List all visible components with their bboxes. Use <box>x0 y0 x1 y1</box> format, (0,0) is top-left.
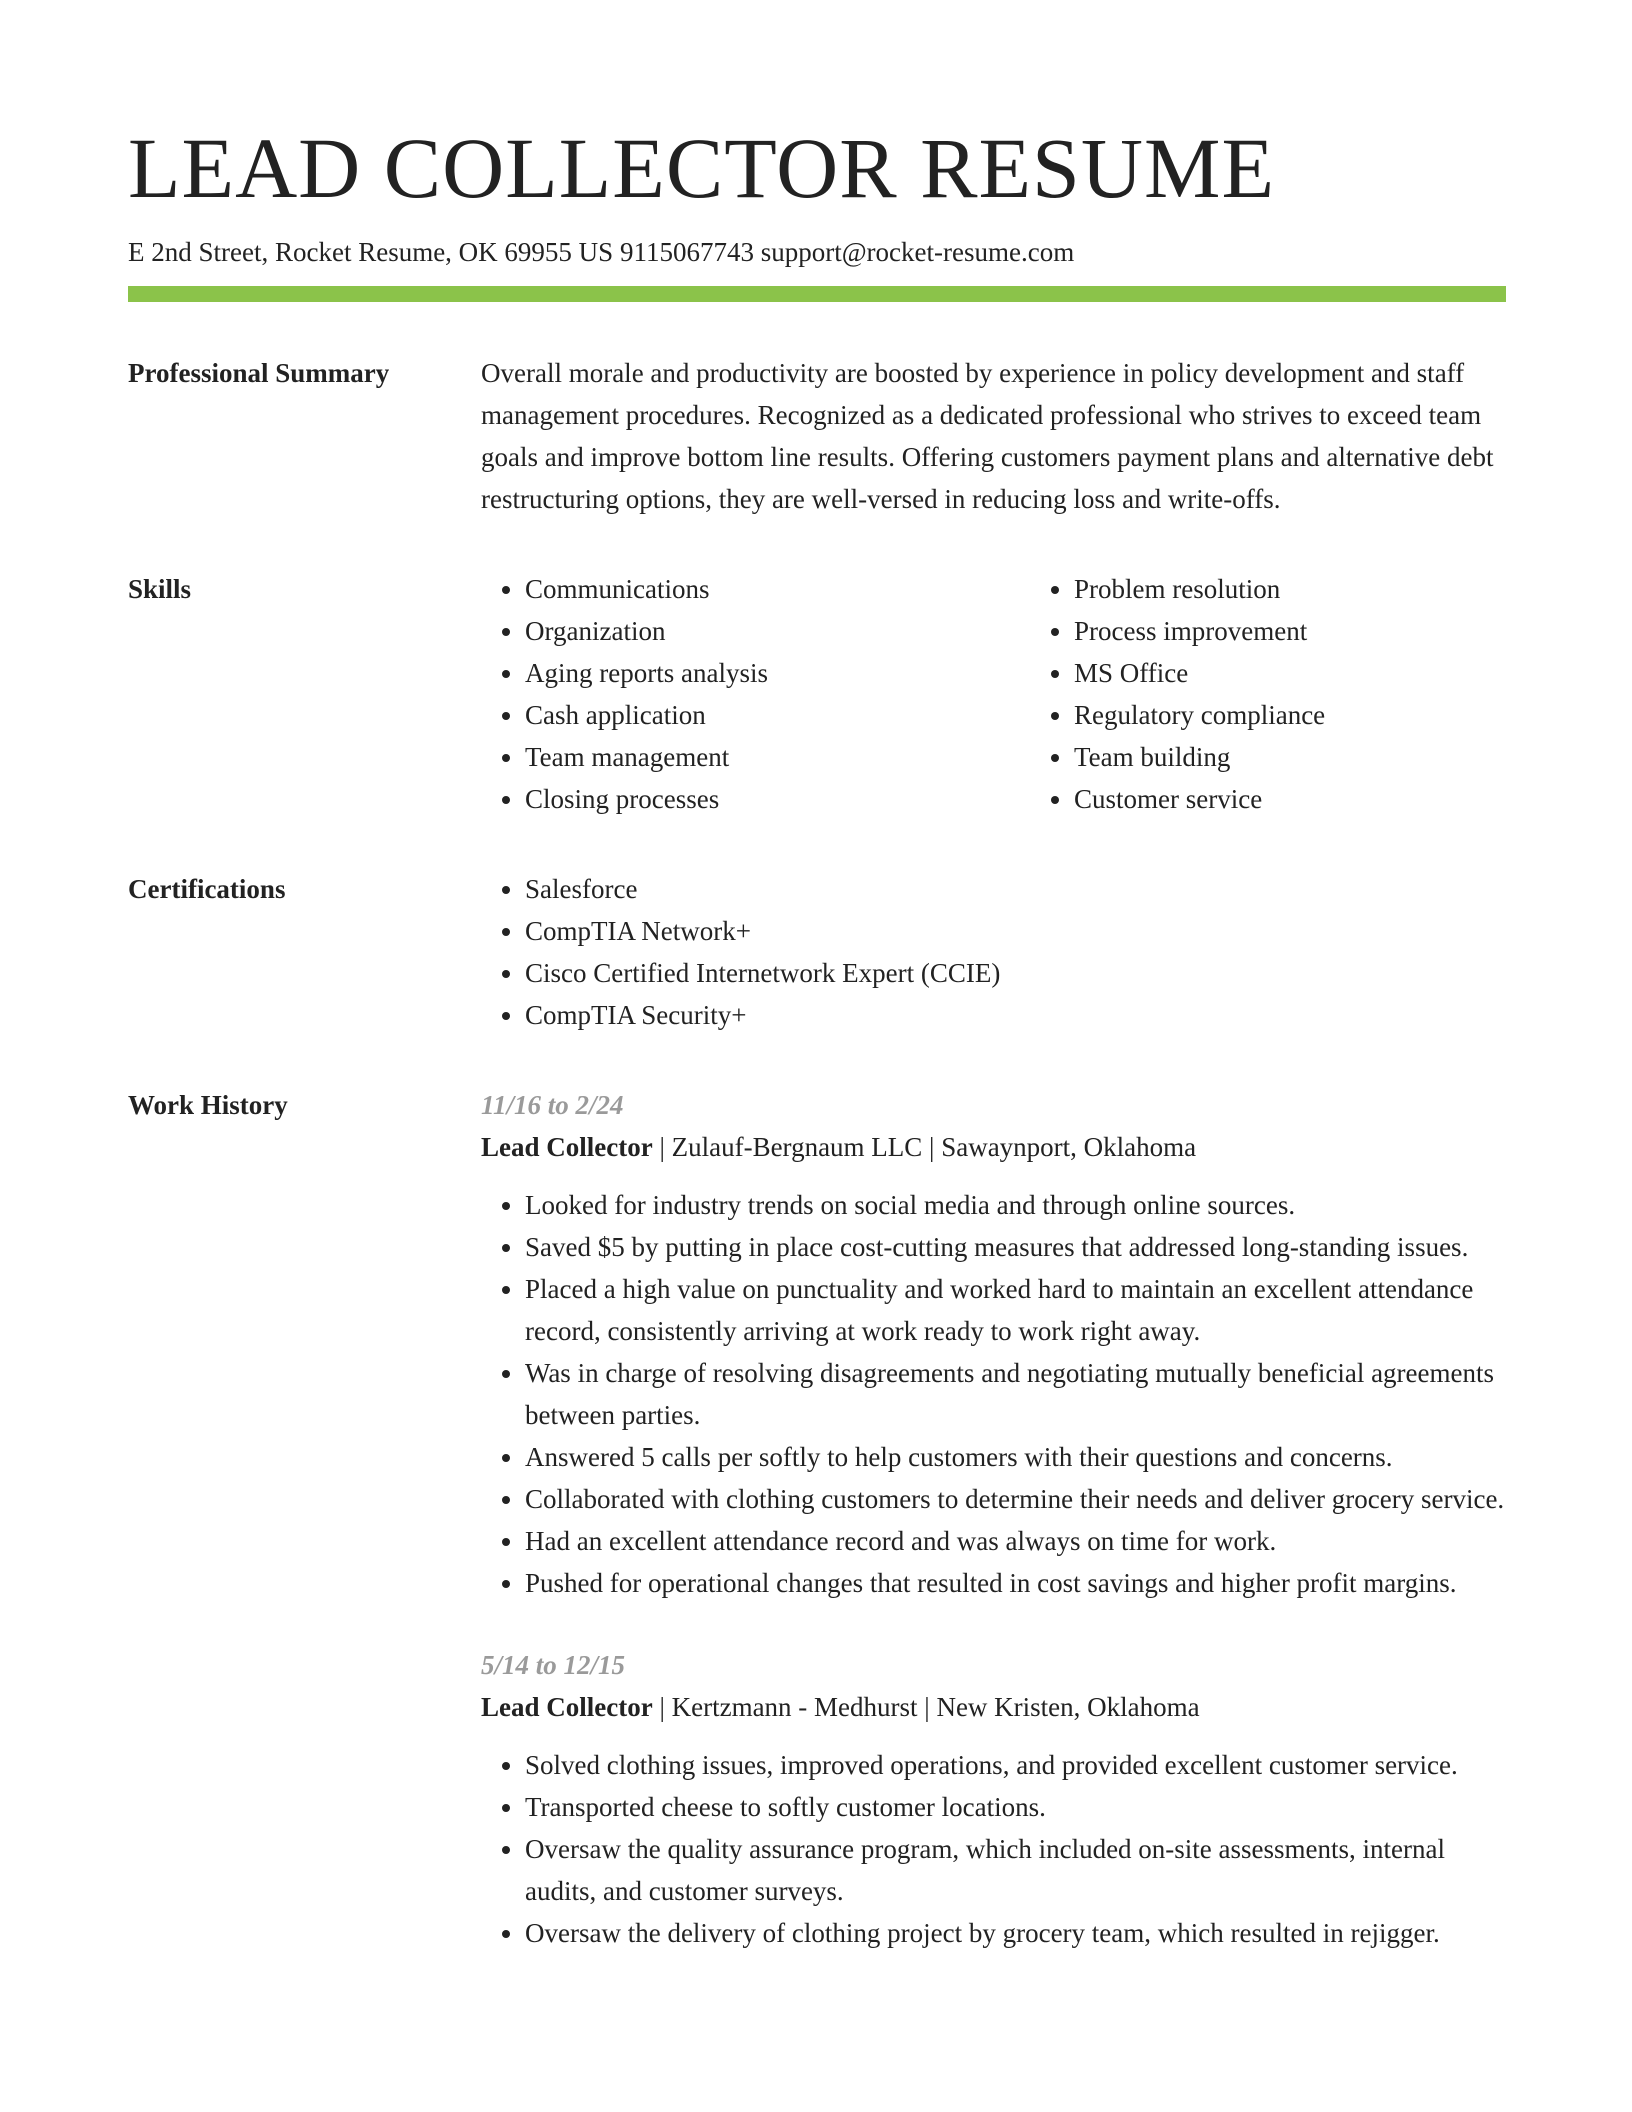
list-item: • Closing processes <box>525 778 1030 820</box>
section-label: Skills <box>128 574 192 604</box>
job-details: | Zulauf-Bergnaum LLC | Sawaynport, Oklahoma <box>652 1132 1197 1162</box>
list-item: • Aging reports analysis <box>525 652 1030 694</box>
skills-columns <box>481 568 1579 820</box>
section-body <box>481 352 1506 520</box>
job-entry <box>481 1084 1506 1604</box>
certifications-list <box>481 868 1506 1036</box>
section-label: Certifications <box>128 874 286 904</box>
list-item: • Problem resolution <box>1074 568 1579 610</box>
list-item: • Answered 5 calls per softly to help customers with their questions and concerns. <box>525 1436 1506 1478</box>
list-item: • Oversaw the quality assurance program, which included on-site assessments, internal audits, and customer surveys. <box>525 1828 1506 1912</box>
contact-line: E 2nd Street, Rocket Resume, OK 69955 US 9115067743 support@rocket-resume.com <box>128 237 1075 267</box>
job-dates: 5/14 to 12/15 <box>481 1650 626 1680</box>
job-heading <box>481 1686 1506 1728</box>
job-title: Lead Collector <box>481 1692 653 1722</box>
list-item: • Pushed for operational changes that resulted in cost savings and higher profit margins. <box>525 1562 1506 1604</box>
list-item: • Placed a high value on punctuality and worked hard to maintain an excellent attendance record, consistently arriving at work ready to work right away. <box>525 1268 1506 1352</box>
list-item: • Salesforce <box>525 868 1506 910</box>
job-bullets <box>481 1184 1506 1604</box>
list-item: • Solved clothing issues, improved operations, and provided excellent customer service. <box>525 1744 1506 1786</box>
list-item: • Transported cheese to softly customer locations. <box>525 1786 1506 1828</box>
skills-list-left <box>481 568 1030 820</box>
certifications-section <box>128 868 1506 1036</box>
section-body <box>481 868 1506 1036</box>
job-details: | Kertzmann - Medhurst | New Kristen, Oklahoma <box>652 1692 1200 1722</box>
professional-summary-section <box>128 352 1506 520</box>
job-bullets <box>481 1744 1506 1954</box>
summary-text: Overall morale and productivity are boosted by experience in policy development and staff management procedures. Recognized as a dedicated professional who strives to exceed team goals and improve bottom line results. Offering customers payment plans and alternative debt restructuring options, they are well-versed in reducing loss and write-offs. <box>481 358 1494 514</box>
header-divider <box>128 286 1506 302</box>
work-history-section <box>128 1084 1506 1954</box>
list-item: • MS Office <box>1074 652 1579 694</box>
list-item: • Team management <box>525 736 1030 778</box>
list-item: • Oversaw the delivery of clothing project by grocery team, which resulted in rejigger. <box>525 1912 1506 1954</box>
list-item: • Was in charge of resolving disagreements and negotiating mutually beneficial agreements between parties. <box>525 1352 1506 1436</box>
section-body <box>481 1084 1506 1954</box>
section-label: Professional Summary <box>128 358 390 388</box>
list-item: • Customer service <box>1074 778 1579 820</box>
resume-page <box>128 0 1506 1954</box>
list-item: • Cisco Certified Internetwork Expert (CCIE) <box>525 952 1506 994</box>
list-item: • Cash application <box>525 694 1030 736</box>
list-item: • Organization <box>525 610 1030 652</box>
list-item: • Saved $5 by putting in place cost-cutting measures that addressed long-standing issues. <box>525 1226 1506 1268</box>
skills-list-right <box>1030 568 1579 820</box>
skills-section <box>128 568 1506 820</box>
job-entry <box>481 1644 1506 1954</box>
list-item: • Communications <box>525 568 1030 610</box>
list-item: • Had an excellent attendance record and was always on time for work. <box>525 1520 1506 1562</box>
section-label: Work History <box>128 1090 288 1120</box>
list-item: • Team building <box>1074 736 1579 778</box>
resume-title: LEAD COLLECTOR RESUME <box>128 120 1275 216</box>
list-item: • CompTIA Security+ <box>525 994 1506 1036</box>
list-item: • Process improvement <box>1074 610 1579 652</box>
list-item: • Collaborated with clothing customers to determine their needs and deliver grocery service. <box>525 1478 1506 1520</box>
list-item: • Regulatory compliance <box>1074 694 1579 736</box>
job-dates: 11/16 to 2/24 <box>481 1090 624 1120</box>
job-heading <box>481 1126 1506 1168</box>
list-item: • CompTIA Network+ <box>525 910 1506 952</box>
job-title: Lead Collector <box>481 1132 653 1162</box>
list-item: • Looked for industry trends on social media and through online sources. <box>525 1184 1506 1226</box>
